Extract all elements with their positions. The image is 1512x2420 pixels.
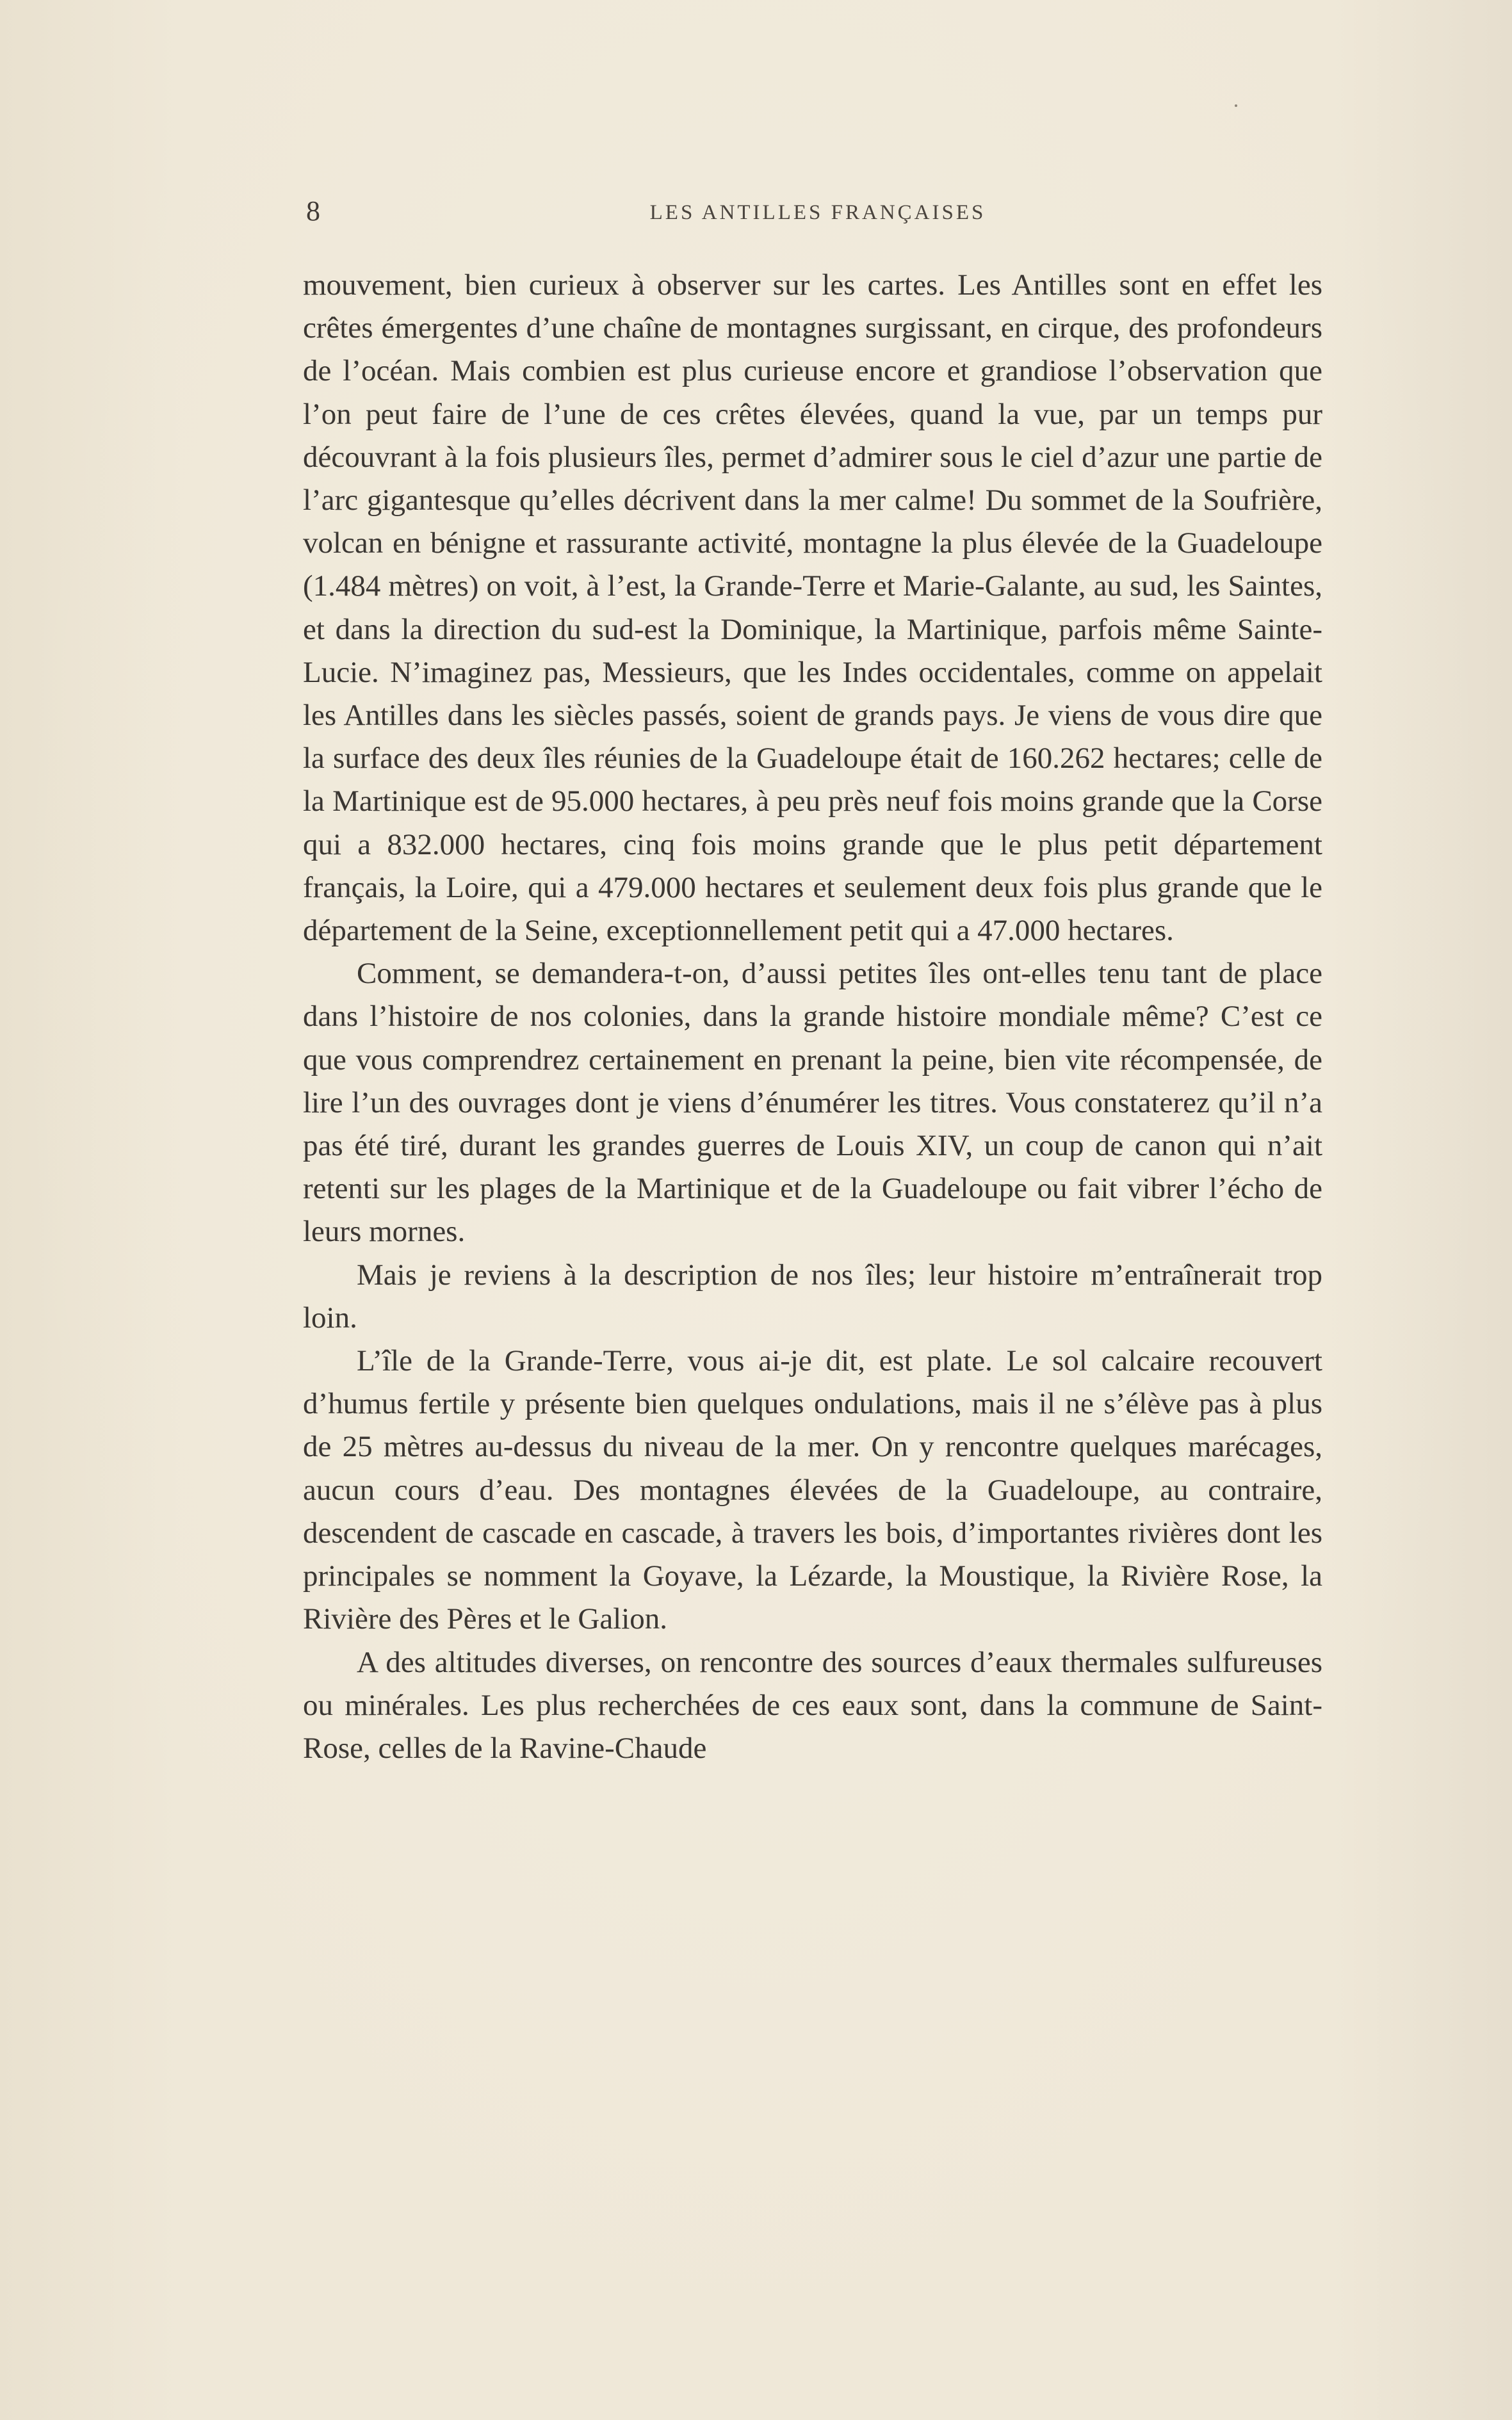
paragraph: Mais je reviens à la description de nos îles; leur histoire m’entraînerait trop loin. [303, 1258, 1322, 1335]
running-title: LES ANTILLES FRANÇAISES [649, 201, 986, 224]
paragraph: A des altitudes diverses, on rencontre des sources d’eaux thermales sulfureuses ou minérales. Les plus recherchées de ces eaux sont, dans la commune de Saint-Rose, celles de la Ravine-Chaude [303, 1645, 1322, 1765]
running-header [306, 192, 1329, 231]
body-text [303, 264, 1322, 1770]
paper-speck [1235, 104, 1237, 107]
paragraph: Comment, se demandera-t-on, d’aussi petites îles ont-elles tenu tant de place dans l’histoire de nos colonies, dans la grande histoire mondiale même? C’est ce que vous comprendrez certainement en prenant la peine, bien vite récompensée, de lire l’un des ouvrages dont je viens d’énumérer les titres. Vous constaterez qu’il n’a pas été tiré, durant les grandes guerres de Louis XIV, un coup de canon qui n’ait retenti sur les plages de la Martinique et de la Guadeloupe ou fait vibrer l’écho de leurs mornes. [303, 957, 1322, 1249]
paragraph: L’île de la Grande-Terre, vous ai-je dit, est plate. Le sol calcaire recouvert d’humus fertile y présente bien quelques ondulations, mais il ne s’élève pas à plus de 25 mètres au-dessus du niveau de la mer. On y rencontre quelques marécages, aucun cours d’eau. Des montagnes élevées de la Guadeloupe, au contraire, descendent de cascade en cascade, à travers les bois, d’importantes rivières dont les principales se nomment la Goyave, la Lézarde, la Moustique, la Rivière Rose, la Rivière des Pères et le Galion. [303, 1344, 1322, 1636]
paragraph-continued: mouvement, bien curieux à observer sur les cartes. Les Antilles sont en effet les crêtes émergentes d’une chaîne de montagnes surgissant, en cirque, des profondeurs de l’océan. Mais combien est plus curieuse encore et grandiose l’observation que l’on peut faire de l’une de ces crêtes élevées, quand la vue, par un temps pur découvrant à la fois plusieurs îles, permet d’admirer sous le ciel d’azur une partie de l’arc gigantesque qu’elles décrivent dans la mer calme! Du sommet de la Soufrière, volcan en bénigne et rassurante activité, montagne la plus élevée de la Guadeloupe (1.484 mètres) on voit, à l’est, la Grande-Terre et Marie-Galante, au sud, les Saintes, et dans la direction du sud-est la Dominique, la Martinique, parfois même Sainte-Lucie. N’imaginez pas, Messieurs, que les Indes occidentales, comme on appelait les Antilles dans les siècles passés, soient de grands pays. Je viens de vous dire que la surface des deux îles réunies de la Guadeloupe était de 160.262 hectares; celle de la Martinique est de 95.000 hectares, à peu près neuf fois moins grande que la Corse qui a 832.000 hectares, cinq fois moins grande que le plus petit département français, la Loire, qui a 479.000 hectares et seulement deux fois plus grande que le département de la Seine, exceptionnellement petit qui a 47.000 hectares. [303, 268, 1322, 948]
page-number: 8 [306, 195, 320, 227]
